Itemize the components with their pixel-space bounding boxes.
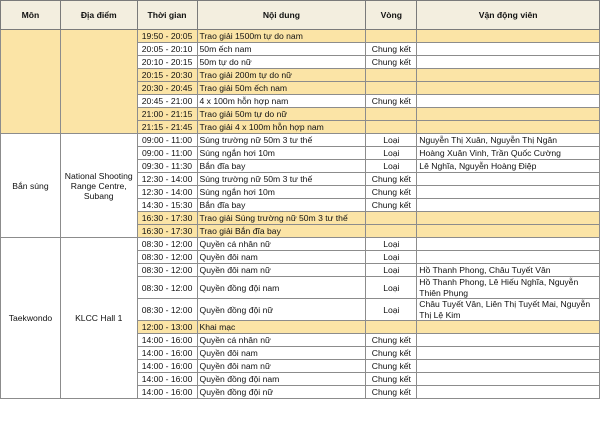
event-cell: Súng trường nữ 50m 3 tư thế — [197, 134, 366, 147]
round-cell — [366, 82, 417, 95]
event-cell: Súng ngắn hơi 10m — [197, 186, 366, 199]
round-cell — [366, 212, 417, 225]
venue-cell-taekwondo: KLCC Hall 1 — [60, 238, 137, 399]
event-cell: Súng trường nữ 50m 3 tư thế — [197, 173, 366, 186]
round-cell: Loại — [366, 264, 417, 277]
event-cell: Trao giải 50m ếch nam — [197, 82, 366, 95]
time-cell: 14:00 - 16:00 — [137, 386, 197, 399]
round-cell: Loại — [366, 147, 417, 160]
athletes-cell — [417, 186, 600, 199]
event-cell: Quyền đồng đội nam — [197, 373, 366, 386]
round-cell: Loại — [366, 160, 417, 173]
athletes-cell — [417, 251, 600, 264]
sport-cell-swimming — [1, 30, 61, 134]
athletes-cell: Hồ Thanh Phong, Lê Hiếu Nghĩa, Nguyễn Thiên Phụng — [417, 277, 600, 299]
athletes-cell — [417, 238, 600, 251]
event-cell: Súng ngắn hơi 10m — [197, 147, 366, 160]
event-cell: Quyền đôi nam — [197, 347, 366, 360]
athletes-cell — [417, 108, 600, 121]
round-cell — [366, 108, 417, 121]
round-cell: Loại — [366, 299, 417, 321]
header-time: Thời gian — [137, 1, 197, 30]
round-cell: Loại — [366, 251, 417, 264]
time-cell: 20:05 - 20:10 — [137, 43, 197, 56]
round-cell: Chung kết — [366, 360, 417, 373]
round-cell: Chung kết — [366, 334, 417, 347]
round-cell: Chung kết — [366, 186, 417, 199]
athletes-cell — [417, 321, 600, 334]
athletes-cell — [417, 225, 600, 238]
athletes-cell — [417, 212, 600, 225]
event-cell: Trao giải 50m tự do nữ — [197, 108, 366, 121]
athletes-cell — [417, 82, 600, 95]
header-venue: Địa điểm — [60, 1, 137, 30]
round-cell — [366, 69, 417, 82]
time-cell: 19:50 - 20:05 — [137, 30, 197, 43]
header-row — [1, 1, 600, 30]
event-cell: Quyền cá nhân nữ — [197, 334, 366, 347]
table-row — [1, 134, 600, 147]
round-cell: Loại — [366, 277, 417, 299]
header-athletes: Vận động viên — [417, 1, 600, 30]
table-row — [1, 238, 600, 251]
round-cell: Chung kết — [366, 347, 417, 360]
sport-cell-shooting: Bắn súng — [1, 134, 61, 238]
time-cell: 12:00 - 13:00 — [137, 321, 197, 334]
time-cell: 20:45 - 21:00 — [137, 95, 197, 108]
athletes-cell: Châu Tuyết Vân, Liên Thị Tuyết Mai, Nguyễn Thị Lệ Kim — [417, 299, 600, 321]
athletes-cell — [417, 56, 600, 69]
event-cell: 4 x 100m hỗn hợp nam — [197, 95, 366, 108]
athletes-cell — [417, 69, 600, 82]
time-cell: 08:30 - 12:00 — [137, 238, 197, 251]
athletes-cell — [417, 199, 600, 212]
round-cell — [366, 321, 417, 334]
event-cell: Trao giải 200m tự do nữ — [197, 69, 366, 82]
time-cell: 14:00 - 16:00 — [137, 360, 197, 373]
athletes-cell — [417, 386, 600, 399]
event-cell: 50m ếch nam — [197, 43, 366, 56]
time-cell: 16:30 - 17:30 — [137, 225, 197, 238]
athletes-cell: Hoàng Xuân Vinh, Trần Quốc Cường — [417, 147, 600, 160]
event-cell: Quyền đôi nam nữ — [197, 360, 366, 373]
event-cell: Quyền đôi nam nữ — [197, 264, 366, 277]
time-cell: 08:30 - 12:00 — [137, 251, 197, 264]
athletes-cell — [417, 121, 600, 134]
time-cell: 14:30 - 15:30 — [137, 199, 197, 212]
event-cell: Trao giải 4 x 100m hỗn hợp nam — [197, 121, 366, 134]
athletes-cell: Lê Nghĩa, Nguyễn Hoàng Điệp — [417, 160, 600, 173]
time-cell: 08:30 - 12:00 — [137, 299, 197, 321]
athletes-cell — [417, 347, 600, 360]
round-cell: Chung kết — [366, 373, 417, 386]
round-cell — [366, 30, 417, 43]
round-cell: Chung kết — [366, 95, 417, 108]
venue-cell-shooting: National Shooting Range Centre, Subang — [60, 134, 137, 238]
time-cell: 08:30 - 12:00 — [137, 264, 197, 277]
sport-cell-taekwondo: Taekwondo — [1, 238, 61, 399]
round-cell: Chung kết — [366, 199, 417, 212]
time-cell: 09:00 - 11:00 — [137, 134, 197, 147]
time-cell: 14:00 - 16:00 — [137, 373, 197, 386]
time-cell: 08:30 - 12:00 — [137, 277, 197, 299]
event-cell: Trao giải Bắn đĩa bay — [197, 225, 366, 238]
round-cell: Loại — [366, 134, 417, 147]
event-cell: Quyền đồng đội nữ — [197, 386, 366, 399]
event-cell: Quyền đồng đội nam — [197, 277, 366, 299]
event-cell: Trao giải 1500m tự do nam — [197, 30, 366, 43]
event-cell: Trao giải Súng trường nữ 50m 3 tư thế — [197, 212, 366, 225]
time-cell: 12:30 - 14:00 — [137, 186, 197, 199]
event-cell: Khai mạc — [197, 321, 366, 334]
time-cell: 16:30 - 17:30 — [137, 212, 197, 225]
event-cell: 50m tự do nữ — [197, 56, 366, 69]
time-cell: 21:15 - 21:45 — [137, 121, 197, 134]
time-cell: 12:30 - 14:00 — [137, 173, 197, 186]
round-cell: Chung kết — [366, 56, 417, 69]
round-cell — [366, 121, 417, 134]
header-round: Vòng — [366, 1, 417, 30]
table-row — [1, 30, 600, 43]
athletes-cell — [417, 360, 600, 373]
time-cell: 21:00 - 21:15 — [137, 108, 197, 121]
time-cell: 14:00 - 16:00 — [137, 347, 197, 360]
time-cell: 14:00 - 16:00 — [137, 334, 197, 347]
athletes-cell — [417, 373, 600, 386]
athletes-cell — [417, 334, 600, 347]
time-cell: 20:30 - 20:45 — [137, 82, 197, 95]
athletes-cell — [417, 95, 600, 108]
time-cell: 20:15 - 20:30 — [137, 69, 197, 82]
athletes-cell: Hồ Thanh Phong, Châu Tuyết Vân — [417, 264, 600, 277]
venue-cell-swimming — [60, 30, 137, 134]
round-cell: Chung kết — [366, 386, 417, 399]
round-cell: Loại — [366, 238, 417, 251]
event-cell: Bắn đĩa bay — [197, 199, 366, 212]
time-cell: 09:30 - 11:30 — [137, 160, 197, 173]
athletes-cell — [417, 173, 600, 186]
event-cell: Bắn đĩa bay — [197, 160, 366, 173]
round-cell — [366, 225, 417, 238]
round-cell: Chung kết — [366, 43, 417, 56]
round-cell: Chung kết — [366, 173, 417, 186]
time-cell: 20:10 - 20:15 — [137, 56, 197, 69]
athletes-cell — [417, 43, 600, 56]
event-cell: Quyền cá nhân nữ — [197, 238, 366, 251]
time-cell: 09:00 - 11:00 — [137, 147, 197, 160]
athletes-cell: Nguyễn Thị Xuân, Nguyễn Thị Ngân — [417, 134, 600, 147]
athletes-cell — [417, 30, 600, 43]
header-event: Nội dung — [197, 1, 366, 30]
header-sport: Môn — [1, 1, 61, 30]
event-cell: Quyền đồng đội nữ — [197, 299, 366, 321]
event-cell: Quyền đôi nam — [197, 251, 366, 264]
